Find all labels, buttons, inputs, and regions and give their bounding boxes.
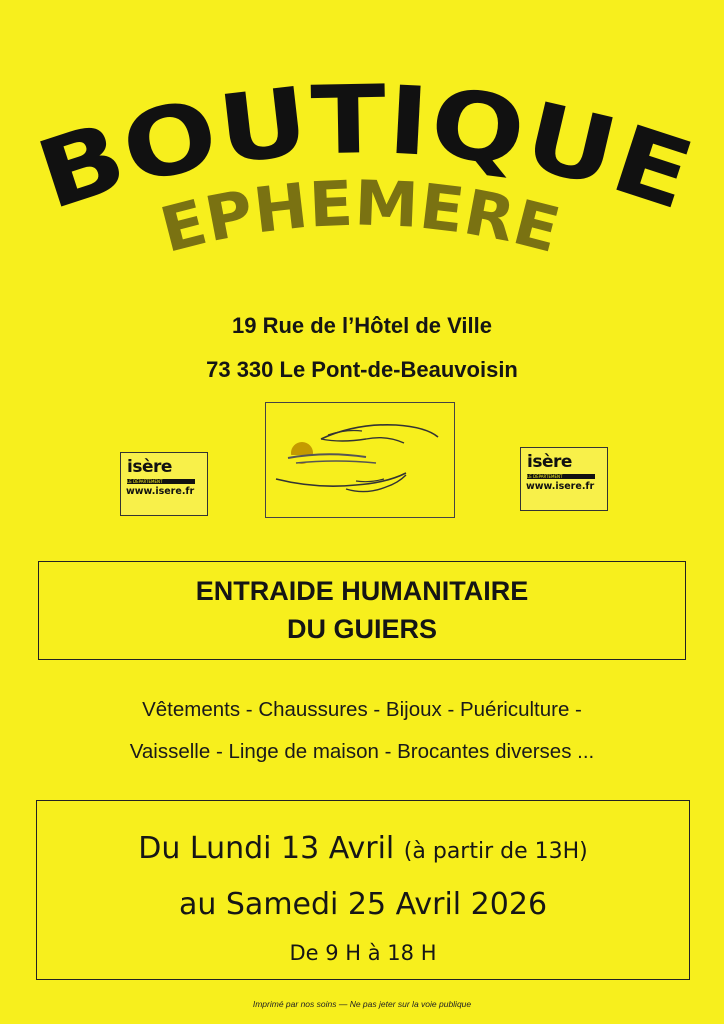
isere-logo-tagline: LE DÉPARTEMENT [527,474,595,479]
association-box [38,561,686,660]
association-line-1: ENTRAIDE HUMANITAIRE [195,576,529,606]
items-line-1: Vêtements - Chaussures - Bijoux - Puériculture - [142,698,582,721]
date-start-note: (à partir de 13H) [403,839,588,864]
isere-logo-tagline: LE DÉPARTEMENT [127,479,195,484]
isere-logo-left [120,452,208,516]
isere-logo-name: isère [127,457,172,477]
dates-box [36,800,690,980]
date-start: Du Lundi 13 Avril [138,831,395,866]
date-end: au Samedi 25 Avril 2026 [178,887,548,922]
isere-logo-right [520,447,608,511]
association-line-2: DU GUIERS [286,614,438,644]
title-sub: EPHEMERE [153,166,566,267]
date-start-line [37,831,689,866]
footer-note: Imprimé par nos soins — Ne pas jeter sur la voie publique [252,999,472,1009]
isere-logo-url: www.isere.fr [526,481,595,492]
title-main: BOUTIQUE [25,66,695,232]
address-line-1: 19 Rue de l’Hôtel de Ville [231,313,492,338]
isere-logo-name: isère [527,452,572,472]
items-line-2: Vaisselle - Linge de maison - Brocantes diverses ... [129,740,595,763]
address-line-2: 73 330 Le Pont-de-Beauvoisin [206,357,518,382]
hands-sun-logo [265,402,455,518]
isere-logo-url: www.isere.fr [126,486,195,497]
opening-hours: De 9 H à 18 H [289,941,437,965]
title-graphic [0,60,724,290]
hands-sun-icon [266,403,454,517]
